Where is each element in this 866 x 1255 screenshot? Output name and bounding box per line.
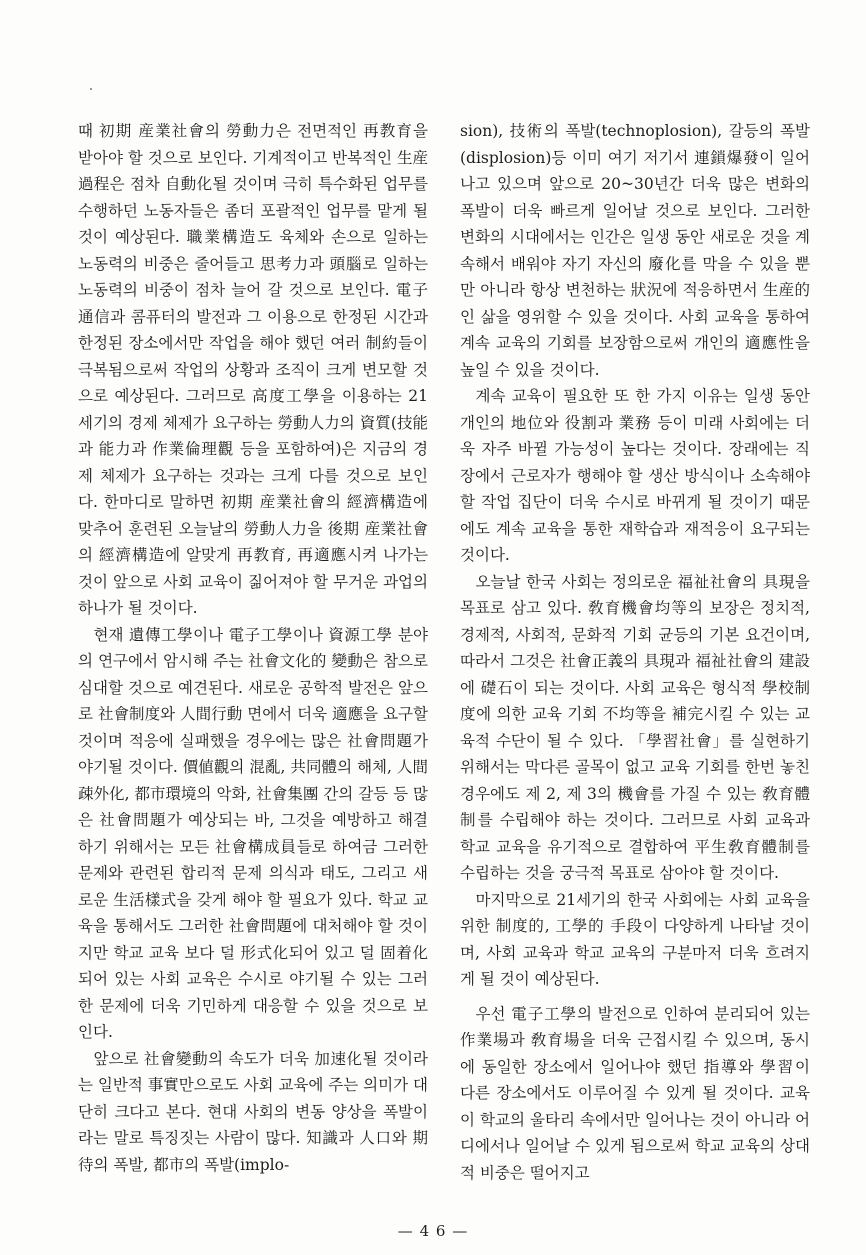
paragraph: sion), 技術의 폭발(technoplosion), 갈등의 폭발(displosion)등 이미 여기 저기서 連鎖爆發이 일어나고 있으며 앞으로 20~30년간 더욱 많은 변화의 폭발이 더욱 빠르게 일어날 것으로 보인다. 그러한 변화의 시대에서는 인간은 일생 동안 새로운 것을 계속해서 배워야 자기 자신의 廢化를 막을 수 있을 뿐만 아니라 항상 변천하는 狀況에 적응하면서 生産的인 삶을 영위할 수 있을 것이다. 사회 교육을 통하여 계속 교육의 기회를 보장함으로써 개인의 適應性을 높일 수 있을 것이다. — [460, 122, 810, 379]
page-number: — 4 6 — — [397, 1222, 469, 1240]
paragraph: 현재 遺傳工學이나 電子工學이나 資源工學 분야의 연구에서 암시해 주는 社會文化的 變動은 참으로 심대할 것으로 예견된다. 새로운 공학적 발전은 앞으로 社會制度와 人間行動 면에서 더욱 適應을 요구할 것이며 적응에 실패했을 경우에는 많은 社會問題가 야기될 것이다. 價値觀의 混亂, 共同體의 해체, 人間疎外化, 都市環境의 악화, 社會集團 간의 갈등 등 많은 社會問題가 예상되는 바, 그것을 예방하고 해결하기 위해서는 모든 社會構成員들로 하여금 그러한 문제와 관련된 합리적 문제 의식과 태도, 그리고 새로운 生活樣式을 갖게 해야 할 필요가 있다. 학교 교육을 통해서도 그러한 社會問題에 대처해야 할 것이지만 학교 교육 보다 덜 形式化되어 있고 덜 固着化되어 있는 사회 교육은 수시로 야기될 수 있는 그러한 문제에 더욱 기민하게 대응할 수 있을 것으로 보인다. — [78, 625, 428, 1041]
paragraph: 오늘날 한국 사회는 정의로운 福祉社會의 具現을 목표로 삼고 있다. 敎育機會均等의 보장은 정치적, 경제적, 사회적, 문화적 기회 균등의 기본 요건이며, 따라서 그것은 社會正義의 具現과 福祉社會의 建設에 礎石이 되는 것이다. 사회 교육은 형식적 學校制度에 의한 교육 기회 不均等을 補完시킬 수 있는 교육적 수단이 될 수 있다. 「學習社會」를 실현하기 위해서는 막다른 골목이 없고 교육 기회를 한번 놓친 경우에도 제 2, 제 3의 機會를 가질 수 있는 敎育體制를 수립해야 하는 것이다. 그러므로 사회 교육과 학교 교육을 유기적으로 결합하여 平生敎育體制를 수립하는 것을 궁극적 목표로 삼아야 할 것이다. — [460, 572, 810, 882]
paragraph: 앞으로 社會變動의 속도가 더욱 加速化될 것이라는 일반적 事實만으로도 사회 교육에 주는 의미가 대단히 크다고 본다. 현대 사회의 변동 양상을 폭발이라는 말로 특징짓는 사람이 많다. 知識과 人口와 期待의 폭발, 都市의 폭발(implo- — [78, 1049, 428, 1174]
right-column — [460, 118, 810, 1186]
paragraph: 때 初期 産業社會의 勞動力은 전면적인 再教育을 받아야 할 것으로 보인다. 기계적이고 반복적인 生産過程은 점차 自動化될 것이며 극히 특수화된 업무를 수행하던 노동자들은 좀더 포괄적인 업무를 맡게 될 것이 예상된다. 職業構造도 육체와 손으로 일하는 노동력의 비중은 줄어들고 思考力과 頭腦로 일하는 노동력의 비중이 점차 늘어 갈 것으로 보인다. 電子通信과 콤퓨터의 발전과 그 이용으로 한정된 시간과 한정된 장소에서만 작업을 해야 했던 여러 制約들이 극복됨으로써 작업의 상황과 조직이 크게 변모할 것으로 예상된다. 그러므로 高度工學을 이용하는 21세기의 경제 체제가 요구하는 勞動人力의 資質(技能과 能力과 作業倫理觀 등을 포함하여)은 지금의 경제 체제가 요구하는 것과는 크게 다를 것으로 보인다. 한마디로 말하면 初期 産業社會의 經濟構造에 맞추어 훈련된 오늘날의 勞動人力을 後期 産業社會의 經濟構造에 알맞게 再教育, 再適應시켜 나가는 것이 앞으로 사회 교육이 짊어져야 할 무거운 과업의 하나가 될 것이다. — [78, 122, 428, 617]
left-column — [78, 118, 428, 1178]
paragraph: 우선 電子工學의 발전으로 인하여 분리되어 있는 作業場과 敎育場을 더욱 근접시킬 수 있으며, 동시에 동일한 장소에서 일어나야 했던 指導와 學習이 다른 장소에서도 이루어질 수 있게 될 것이다. 교육이 학교의 울타리 속에서만 일어나는 것이 아니라 어디에서나 일어날 수 있게 됨으로써 학교 교육의 상대적 비중은 떨어지고 — [460, 1004, 810, 1182]
paragraph: 계속 교육이 필요한 또 한 가지 이유는 일생 동안 개인의 地位와 役割과 業務 등이 미래 사회에는 더욱 자주 바뀔 가능성이 높다는 것이다. 장래에는 직장에서 근로자가 행해야 할 생산 방식이나 소속해야 할 작업 집단이 더욱 수시로 바뀌게 될 것이기 때문에도 계속 교육을 통한 재학습과 재적응이 요구되는 것이다. — [460, 387, 810, 564]
paragraph: 마지막으로 21세기의 한국 사회에는 사회 교육을 위한 制度的, 工學的 手段이 다양하게 나타날 것이며, 사회 교육과 학교 교육의 구분마저 더욱 흐려지게 될 것이 예상된다. — [460, 890, 810, 988]
scan-speck — [90, 88, 92, 90]
